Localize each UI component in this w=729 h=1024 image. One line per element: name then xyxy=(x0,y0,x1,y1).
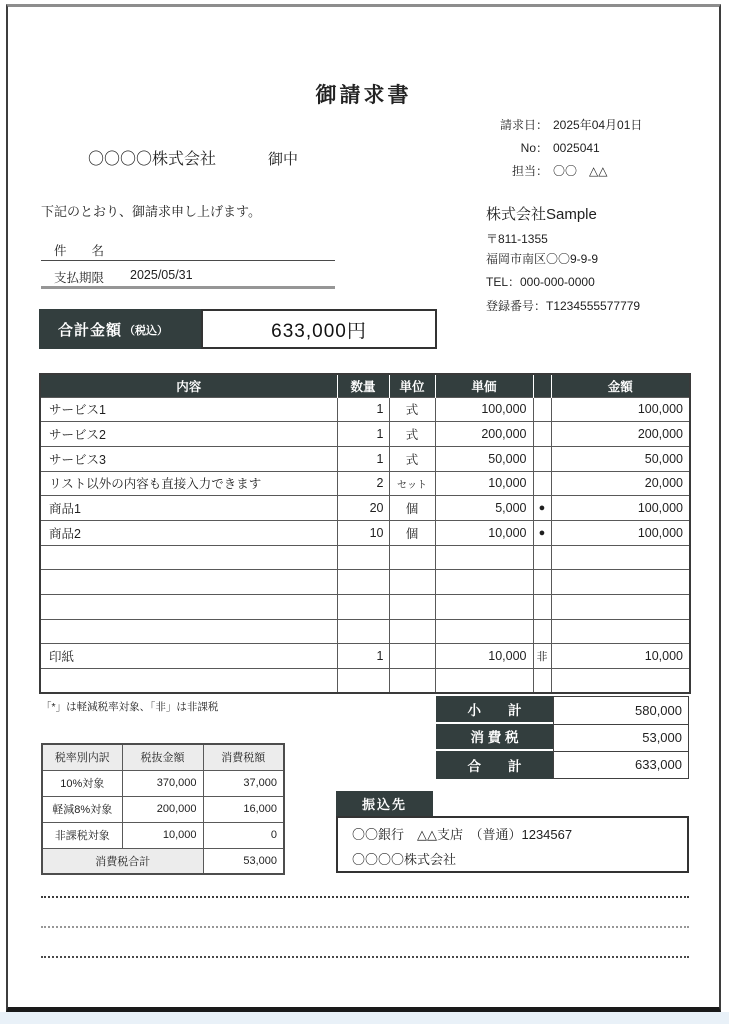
item-tax-mark xyxy=(533,545,551,570)
item-unit-price: 200,000 xyxy=(435,422,533,447)
seller-tel: TEL：000-000-0000 xyxy=(486,275,595,289)
note-line xyxy=(41,926,689,928)
table-row xyxy=(40,496,690,521)
seller-block xyxy=(486,204,640,316)
item-unit xyxy=(389,619,435,644)
item-unit xyxy=(389,669,435,694)
seller-name: 株式会社Sample xyxy=(486,206,597,223)
col-header-quantity: 数量 xyxy=(337,374,389,397)
col-header-tax-mark xyxy=(533,374,551,397)
item-quantity: 1 xyxy=(337,422,389,447)
table-row xyxy=(40,397,690,422)
item-unit xyxy=(389,545,435,570)
bottom-strip xyxy=(0,1012,729,1024)
item-description xyxy=(40,595,337,620)
bank-account-line: 〇〇銀行 △△支店 （普通）1234567 xyxy=(352,827,573,842)
item-tax-mark xyxy=(533,397,551,422)
item-unit-price: 10,000 xyxy=(435,520,533,545)
item-description: リスト以外の内容も直接入力できます xyxy=(40,471,337,496)
tax-base: 200,000 xyxy=(122,796,203,822)
item-quantity xyxy=(337,595,389,620)
item-unit-price: 5,000 xyxy=(435,496,533,521)
item-unit: 式 xyxy=(389,397,435,422)
subject-label: 件 名 xyxy=(41,237,335,261)
item-description xyxy=(40,570,337,595)
item-unit-price xyxy=(435,669,533,694)
bank-info-tab: 振込先 xyxy=(336,791,433,816)
billing-date-value: 2025年04月01日 xyxy=(553,118,643,132)
item-unit-price: 10,000 xyxy=(435,471,533,496)
grand-total-sublabel: （税込） xyxy=(124,325,169,337)
due-date-value: 2025/05/31 xyxy=(130,268,193,282)
invoice-number-value: 0025041 xyxy=(553,141,600,155)
invoice-page xyxy=(6,4,721,1012)
item-unit-price xyxy=(435,570,533,595)
subtotal-label: 小 計 xyxy=(436,696,553,724)
item-tax-mark xyxy=(533,669,551,694)
subtotal-row xyxy=(436,696,689,724)
invoice-number-row xyxy=(476,137,686,160)
item-tax-mark xyxy=(533,471,551,496)
tax-base: 10,000 xyxy=(122,822,203,848)
item-tax-mark xyxy=(533,446,551,471)
person-in-charge-label: 担当： xyxy=(511,164,548,178)
item-amount: 50,000 xyxy=(551,446,690,471)
item-tax-mark xyxy=(533,619,551,644)
tax-header-row xyxy=(42,744,284,770)
item-unit: セット xyxy=(389,471,435,496)
tax-breakdown-wrap xyxy=(41,743,283,875)
item-description xyxy=(40,669,337,694)
items-header-row xyxy=(40,374,690,397)
item-unit: 式 xyxy=(389,422,435,447)
bank-info-box xyxy=(336,816,689,873)
item-unit xyxy=(389,570,435,595)
item-quantity: 1 xyxy=(337,644,389,669)
item-quantity xyxy=(337,669,389,694)
invoice-number-label: No： xyxy=(520,141,548,155)
due-date-row xyxy=(41,261,335,289)
totals-block xyxy=(436,696,689,779)
tax-footnote: 「*」は軽減税率対象、「非」は非課税 xyxy=(41,701,219,713)
client-name: 〇〇〇〇株式会社 xyxy=(88,151,217,168)
tax-row-reduced8pct xyxy=(42,796,284,822)
tax-col-category: 税率別内訳 xyxy=(42,744,122,770)
tax-col-amount: 消費税額 xyxy=(203,744,284,770)
item-unit-price xyxy=(435,545,533,570)
item-unit-price: 100,000 xyxy=(435,397,533,422)
item-tax-mark xyxy=(533,595,551,620)
item-unit xyxy=(389,644,435,669)
tax-category: 軽減8%対象 xyxy=(42,796,122,822)
tax-amount: 0 xyxy=(203,822,284,848)
tax-label: 消 費 税 xyxy=(436,724,553,752)
table-row xyxy=(40,422,690,447)
tax-base: 370,000 xyxy=(122,770,203,796)
item-amount xyxy=(551,595,690,620)
grand-total-label: 合計金額 xyxy=(58,321,123,339)
tax-total-value: 53,000 xyxy=(203,848,284,874)
tax-category: 非課税対象 xyxy=(42,822,122,848)
item-description: サービス2 xyxy=(40,422,337,447)
note-line xyxy=(41,956,689,958)
item-amount xyxy=(551,619,690,644)
item-tax-mark: 非 xyxy=(533,644,551,669)
tax-breakdown-table xyxy=(41,743,285,875)
item-quantity: 2 xyxy=(337,471,389,496)
bank-holder-line: 〇〇〇〇株式会社 xyxy=(352,852,457,867)
item-tax-mark: ● xyxy=(533,496,551,521)
total-row xyxy=(436,751,689,779)
seller-registration: 登録番号：T1234555577779 xyxy=(486,299,641,313)
items-table-wrap xyxy=(39,373,689,694)
due-date-label: 支払期限 xyxy=(54,271,105,285)
item-amount: 100,000 xyxy=(551,496,690,521)
item-amount xyxy=(551,545,690,570)
tax-col-base: 税抜金額 xyxy=(122,744,203,770)
invoice-meta xyxy=(476,114,686,183)
item-description xyxy=(40,619,337,644)
col-header-description: 内容 xyxy=(40,374,337,397)
billing-date-label: 請求日： xyxy=(499,118,548,132)
item-quantity: 1 xyxy=(337,446,389,471)
tax-row xyxy=(436,724,689,752)
tax-total-row xyxy=(42,848,284,874)
item-tax-mark xyxy=(533,570,551,595)
total-value: 633,000 xyxy=(553,751,689,779)
tax-row-10pct xyxy=(42,770,284,796)
item-amount xyxy=(551,570,690,595)
grand-total-label-cell xyxy=(39,309,201,349)
item-quantity xyxy=(337,570,389,595)
total-label: 合 計 xyxy=(436,751,553,779)
tax-total-label: 消費税合計 xyxy=(42,848,203,874)
item-description: サービス1 xyxy=(40,397,337,422)
client-honorific: 御中 xyxy=(268,151,299,168)
item-amount: 200,000 xyxy=(551,422,690,447)
item-quantity: 1 xyxy=(337,397,389,422)
item-quantity: 20 xyxy=(337,496,389,521)
item-description: 商品1 xyxy=(40,496,337,521)
item-unit xyxy=(389,595,435,620)
item-quantity xyxy=(337,545,389,570)
item-amount xyxy=(551,669,690,694)
client-block xyxy=(88,146,298,169)
item-unit-price: 50,000 xyxy=(435,446,533,471)
subject-block xyxy=(41,237,335,289)
table-row xyxy=(40,471,690,496)
tax-value: 53,000 xyxy=(553,724,689,752)
table-row xyxy=(40,545,690,570)
item-unit-price xyxy=(435,619,533,644)
col-header-amount: 金額 xyxy=(551,374,690,397)
item-unit: 個 xyxy=(389,496,435,521)
item-description: サービス3 xyxy=(40,446,337,471)
grand-total-value: 633,000円 xyxy=(201,309,437,349)
table-row xyxy=(40,644,690,669)
col-header-unit: 単位 xyxy=(389,374,435,397)
item-unit-price xyxy=(435,595,533,620)
table-row xyxy=(40,446,690,471)
item-description: 印紙 xyxy=(40,644,337,669)
col-header-unit-price: 単価 xyxy=(435,374,533,397)
item-amount: 10,000 xyxy=(551,644,690,669)
tax-row-exempt xyxy=(42,822,284,848)
table-row xyxy=(40,619,690,644)
item-tax-mark xyxy=(533,422,551,447)
person-in-charge-value: 〇〇 △△ xyxy=(553,164,608,178)
item-amount: 100,000 xyxy=(551,397,690,422)
billing-date-row xyxy=(476,114,686,137)
table-row xyxy=(40,595,690,620)
table-row xyxy=(40,570,690,595)
greeting-text: 下記のとおり、御請求申し上げます。 xyxy=(41,204,261,219)
item-unit: 式 xyxy=(389,446,435,471)
tax-amount: 37,000 xyxy=(203,770,284,796)
person-in-charge-row xyxy=(476,160,686,183)
tax-amount: 16,000 xyxy=(203,796,284,822)
item-tax-mark: ● xyxy=(533,520,551,545)
item-description: 商品2 xyxy=(40,520,337,545)
tax-category: 10%対象 xyxy=(42,770,122,796)
item-unit-price: 10,000 xyxy=(435,644,533,669)
item-description xyxy=(40,545,337,570)
item-quantity xyxy=(337,619,389,644)
item-quantity: 10 xyxy=(337,520,389,545)
seller-address: 福岡市南区〇〇9-9-9 xyxy=(486,252,599,266)
seller-postal: 〒811-1355 xyxy=(486,232,548,246)
subtotal-value: 580,000 xyxy=(553,696,689,724)
invoice-title: 御請求書 xyxy=(315,84,412,107)
items-table xyxy=(39,373,691,694)
item-unit: 個 xyxy=(389,520,435,545)
item-amount: 20,000 xyxy=(551,471,690,496)
note-line xyxy=(41,896,689,898)
item-amount: 100,000 xyxy=(551,520,690,545)
table-row xyxy=(40,669,690,694)
table-row xyxy=(40,520,690,545)
